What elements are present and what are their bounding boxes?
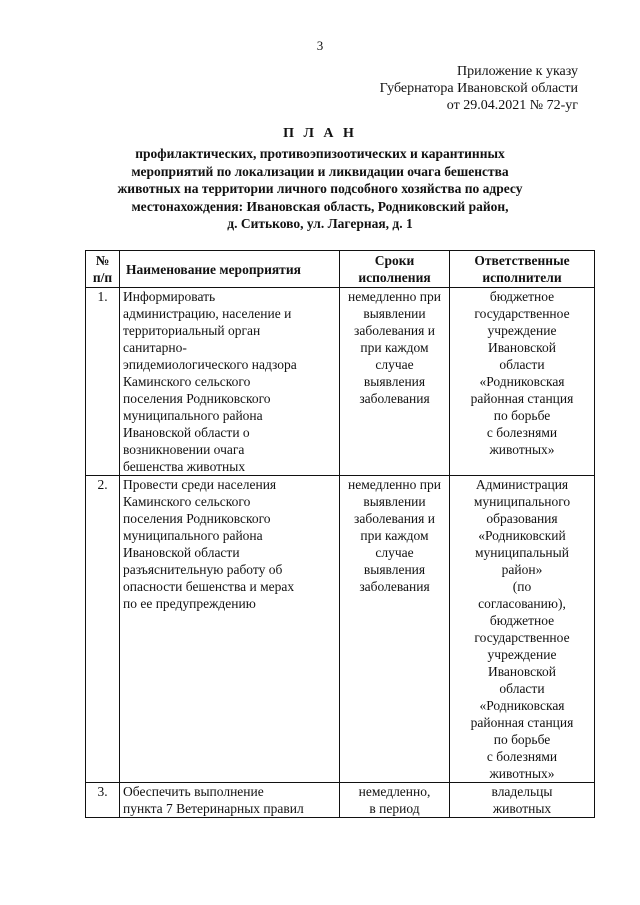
subtitle-line: мероприятий по локализации и ликвидации очага бешенства [131, 163, 509, 179]
plan-subtitle [0, 145, 640, 233]
cell-name [120, 476, 340, 783]
cell-line: при каждом [360, 528, 429, 543]
appendix-block [380, 63, 578, 114]
cell-line: муниципальный [475, 545, 569, 560]
cell-line: районная станция [470, 715, 574, 730]
cell-line: учреждение [487, 647, 557, 662]
cell-line: заболевания и [354, 511, 435, 526]
cell-line: «Родниковский [478, 528, 566, 543]
cell-line: по борьбе [493, 408, 551, 423]
cell-line: «Родниковская [479, 374, 565, 389]
cell-line: муниципального [473, 494, 571, 509]
cell-line: Наименование мероприятия [126, 261, 301, 277]
cell-line: возникновении очага [123, 442, 245, 457]
cell-line: выявления [363, 374, 426, 389]
cell-line: 2. [97, 477, 108, 492]
cell-line: 3. [97, 784, 108, 799]
cell-line: образования [486, 511, 558, 526]
cell-line: животных» [489, 766, 555, 781]
cell-line: Каминского сельского [123, 374, 251, 389]
table-row [86, 288, 595, 476]
cell-term [340, 288, 450, 476]
cell-line: Каминского сельского [123, 494, 251, 509]
cell-resp [450, 288, 595, 476]
cell-line: животных [492, 801, 552, 816]
cell-line: с болезнями [486, 425, 558, 440]
cell-line: Ивановской [487, 664, 557, 679]
subtitle-line: местонахождения: Ивановская область, Родниковский район, [131, 198, 509, 214]
cell-line: исполнители [482, 270, 562, 285]
cell-line: пункта 7 Ветеринарных правил [123, 801, 304, 816]
cell-line: выявления [363, 562, 426, 577]
cell-line: по борьбе [493, 732, 551, 747]
cell-term [340, 783, 450, 818]
page-number: 3 [316, 38, 324, 53]
cell-line: Информировать [123, 289, 216, 304]
cell-line: исполнения [358, 270, 431, 285]
cell-line: немедленно при [348, 477, 441, 492]
header-resp [450, 251, 595, 288]
cell-line: муниципального района [123, 528, 263, 543]
header-num [86, 251, 120, 288]
cell-line: животных» [489, 442, 555, 457]
appendix-line: Губернатора Ивановской области [379, 81, 578, 96]
header-name [120, 251, 340, 288]
cell-line: Ивановской области [123, 545, 240, 560]
table-row [86, 476, 595, 783]
appendix-line: от 29.04.2021 № 72-уг [446, 98, 578, 113]
cell-num [86, 288, 120, 476]
cell-line: Администрация [475, 477, 569, 492]
cell-line: бюджетное [489, 613, 555, 628]
cell-name [120, 288, 340, 476]
cell-line: Ответственные [474, 253, 570, 268]
subtitle-line: д. Ситьково, ул. Лагерная, д. 1 [227, 216, 413, 231]
cell-line: 1. [97, 289, 108, 304]
cell-line: администрацию, население и [123, 306, 292, 321]
appendix-line: Приложение к указу [457, 64, 578, 79]
cell-line: немедленно при [348, 289, 441, 304]
plan-table [85, 250, 595, 818]
table-header-row [86, 251, 595, 288]
cell-line: поселения Родниковского [123, 511, 271, 526]
cell-line: районная станция [470, 391, 574, 406]
cell-resp [450, 476, 595, 783]
cell-line: Обеспечить выполнение [123, 784, 264, 799]
cell-line: (по [512, 579, 532, 594]
cell-line: Сроки [374, 253, 415, 268]
cell-line: территориальный орган [123, 323, 261, 338]
cell-line: район» [501, 562, 543, 577]
cell-line: заболевания и [354, 323, 435, 338]
cell-line: государственное [474, 306, 570, 321]
cell-num [86, 476, 120, 783]
cell-line: в период [369, 801, 420, 816]
cell-line: Ивановской области о [123, 425, 250, 440]
cell-resp [450, 783, 595, 818]
cell-line: выявлении [363, 494, 426, 509]
header-term [340, 251, 450, 288]
cell-line: случае [375, 357, 414, 372]
cell-term [340, 476, 450, 783]
cell-line: Провести среди населения [123, 477, 277, 492]
cell-line: случае [375, 545, 414, 560]
subtitle-line: животных на территории личного подсобного хозяйства по адресу [117, 181, 523, 196]
cell-line: эпидемиологического надзора [123, 357, 297, 372]
cell-line: немедленно, [358, 784, 431, 799]
cell-line: «Родниковская [479, 698, 565, 713]
cell-line: заболевания [359, 391, 430, 406]
cell-line: опасности бешенства и мерах [123, 579, 295, 594]
cell-line: № [95, 253, 110, 268]
cell-line: бюджетное [489, 289, 555, 304]
cell-line: санитарно- [123, 340, 187, 355]
cell-line: п/п [92, 270, 113, 285]
cell-line: владельцы [491, 784, 553, 799]
cell-line: согласованию), [478, 596, 566, 611]
cell-line: государственное [474, 630, 570, 645]
cell-line: бешенства животных [123, 459, 246, 474]
cell-line: поселения Родниковского [123, 391, 271, 406]
cell-line: учреждение [487, 323, 557, 338]
cell-line: разъяснительную работу об [123, 562, 283, 577]
cell-name [120, 783, 340, 818]
cell-line: по ее предупреждению [123, 596, 256, 611]
cell-line: области [499, 681, 545, 696]
cell-line: при каждом [360, 340, 429, 355]
plan-title: П Л А Н [283, 126, 357, 141]
cell-line: выявлении [363, 306, 426, 321]
cell-line: Ивановской [487, 340, 557, 355]
cell-line: области [499, 357, 545, 372]
cell-num [86, 783, 120, 818]
cell-line: с болезнями [486, 749, 558, 764]
subtitle-line: профилактических, противоэпизоотических и карантинных [135, 146, 505, 161]
cell-line: муниципального района [123, 408, 263, 423]
cell-line: заболевания [359, 579, 430, 594]
table-row [86, 783, 595, 818]
